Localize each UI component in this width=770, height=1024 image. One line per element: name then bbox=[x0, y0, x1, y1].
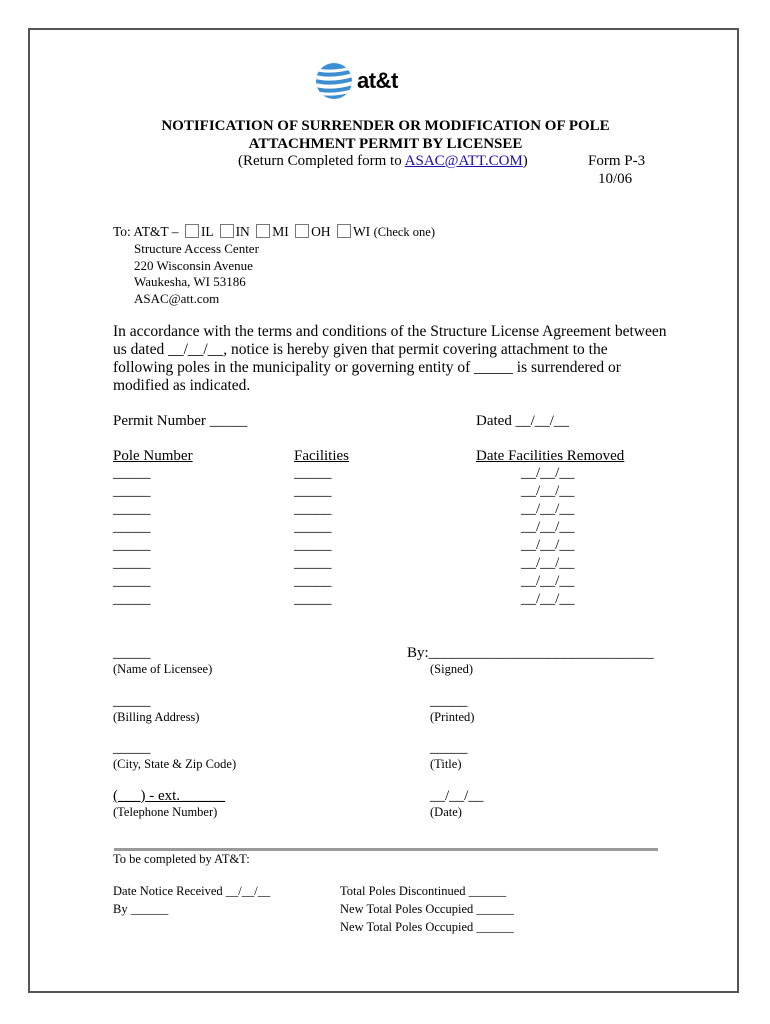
city-state-zip-label: (City, State & Zip Code) bbox=[113, 757, 237, 771]
title-line[interactable]: _____ bbox=[430, 740, 468, 756]
table-cell[interactable]: _____ bbox=[294, 465, 332, 481]
table-cell[interactable]: _____ bbox=[294, 555, 332, 571]
table-cell[interactable]: _____ bbox=[294, 537, 332, 553]
table-cell[interactable]: _____ bbox=[113, 555, 151, 571]
globe-icon bbox=[315, 62, 353, 100]
checkbox-il[interactable] bbox=[185, 224, 199, 238]
printed-line[interactable]: _____ bbox=[430, 693, 468, 709]
printed-label: (Printed) bbox=[430, 710, 475, 724]
checkbox-in[interactable] bbox=[220, 224, 234, 238]
checkbox-mi[interactable] bbox=[256, 224, 270, 238]
signed-by-line[interactable]: By:______________________________ bbox=[407, 645, 654, 661]
date-line[interactable]: __/__/__ bbox=[430, 788, 484, 804]
licensee-name-label: (Name of Licensee) bbox=[113, 662, 213, 676]
state-mi: MI bbox=[272, 224, 289, 239]
table-cell[interactable]: _____ bbox=[113, 501, 151, 517]
address-line: Waukesha, WI 53186 bbox=[134, 274, 246, 289]
to-prefix: To: AT&T – bbox=[113, 224, 179, 239]
state-in: IN bbox=[235, 224, 250, 239]
table-cell[interactable]: _____ bbox=[113, 465, 151, 481]
table-cell[interactable]: __/__/__ bbox=[521, 591, 575, 607]
form-number: Form P-3 bbox=[588, 153, 646, 169]
att-by-field[interactable]: By ______ bbox=[113, 902, 169, 916]
att-logo bbox=[315, 62, 398, 100]
table-cell[interactable]: _____ bbox=[294, 501, 332, 517]
table-cell[interactable]: __/__/__ bbox=[521, 519, 575, 535]
date-label: (Date) bbox=[430, 805, 462, 819]
table-cell[interactable]: __/__/__ bbox=[521, 537, 575, 553]
city-state-zip-line[interactable]: _____ bbox=[113, 740, 151, 756]
table-cell[interactable]: _____ bbox=[113, 519, 151, 535]
check-note: (Check one) bbox=[373, 225, 435, 239]
header-date-removed: Date Facilities Removed bbox=[476, 448, 625, 464]
form-title-line-2: ATTACHMENT PERMIT BY LICENSEE bbox=[248, 136, 523, 152]
return-suffix: ) bbox=[522, 153, 528, 169]
checkbox-oh[interactable] bbox=[295, 224, 309, 238]
header-pole-number: Pole Number bbox=[113, 448, 193, 464]
facilities-column bbox=[294, 464, 332, 608]
table-cell[interactable]: _____ bbox=[294, 519, 332, 535]
table-cell[interactable]: _____ bbox=[294, 573, 332, 589]
table-cell[interactable]: __/__/__ bbox=[521, 483, 575, 499]
checkbox-wi[interactable] bbox=[337, 224, 351, 238]
licensee-name-line[interactable]: _____ bbox=[113, 645, 151, 661]
state-il: IL bbox=[200, 224, 214, 239]
signed-label: (Signed) bbox=[430, 662, 474, 676]
table-cell[interactable]: _____ bbox=[113, 483, 151, 499]
paragraph-line: us dated __/__/__, notice is hereby given that permit covering attachment to the bbox=[113, 341, 608, 358]
form-title-line-1: NOTIFICATION OF SURRENDER OR MODIFICATION OF POLE bbox=[161, 118, 610, 134]
table-cell[interactable]: _____ bbox=[294, 483, 332, 499]
telephone-line[interactable]: (___) - ext.______ bbox=[113, 788, 226, 804]
table-cell[interactable]: _____ bbox=[294, 591, 332, 607]
att-section-heading: To be completed by AT&T: bbox=[113, 852, 250, 866]
paragraph-line: In accordance with the terms and conditions of the Structure License Agreement between bbox=[113, 323, 667, 340]
address-line: 220 Wisconsin Avenue bbox=[134, 257, 253, 273]
agreement-paragraph bbox=[113, 323, 667, 395]
total-poles-discontinued[interactable]: Total Poles Discontinued ______ bbox=[340, 884, 507, 898]
return-instruction bbox=[238, 153, 528, 170]
logo-text: at&t bbox=[357, 68, 398, 93]
date-notice-received[interactable]: Date Notice Received __/__/__ bbox=[113, 884, 271, 898]
table-cell[interactable]: _____ bbox=[113, 591, 151, 607]
pole-number-column bbox=[113, 464, 151, 608]
table-cell[interactable]: __/__/__ bbox=[521, 501, 575, 517]
table-cell[interactable]: __/__/__ bbox=[521, 573, 575, 589]
address-line: ASAC@att.com bbox=[134, 290, 220, 306]
state-wi: WI bbox=[352, 224, 371, 239]
title-label: (Title) bbox=[430, 757, 462, 771]
address-line: Structure Access Center bbox=[134, 241, 259, 256]
telephone-label: (Telephone Number) bbox=[113, 805, 218, 819]
billing-address-line[interactable]: _____ bbox=[113, 693, 151, 709]
new-total-poles-occupied-1[interactable]: New Total Poles Occupied ______ bbox=[340, 902, 514, 916]
address-block bbox=[134, 241, 259, 307]
state-oh: OH bbox=[311, 224, 331, 239]
return-prefix: (Return Completed form to bbox=[238, 153, 405, 169]
date-removed-column bbox=[521, 464, 574, 608]
form-date: 10/06 bbox=[598, 171, 633, 187]
return-email-link[interactable]: ASAC@ATT.COM bbox=[404, 153, 523, 169]
table-cell[interactable]: __/__/__ bbox=[521, 555, 575, 571]
billing-address-label: (Billing Address) bbox=[113, 710, 200, 724]
permit-number-field[interactable]: Permit Number _____ bbox=[113, 413, 248, 429]
permit-dated-field[interactable]: Dated __/__/__ bbox=[476, 413, 569, 429]
table-cell[interactable]: __/__/__ bbox=[521, 465, 575, 481]
paragraph-line: following poles in the municipality or governing entity of _____ is surrendered or bbox=[113, 359, 621, 376]
new-total-poles-occupied-2[interactable]: New Total Poles Occupied ______ bbox=[340, 920, 514, 934]
table-cell[interactable]: _____ bbox=[113, 537, 151, 553]
form-page bbox=[28, 28, 739, 993]
to-line bbox=[113, 224, 435, 240]
table-cell[interactable]: _____ bbox=[113, 573, 151, 589]
paragraph-line: modified as indicated. bbox=[113, 377, 251, 394]
header-facilities: Facilities bbox=[294, 448, 349, 464]
section-divider bbox=[114, 848, 658, 851]
